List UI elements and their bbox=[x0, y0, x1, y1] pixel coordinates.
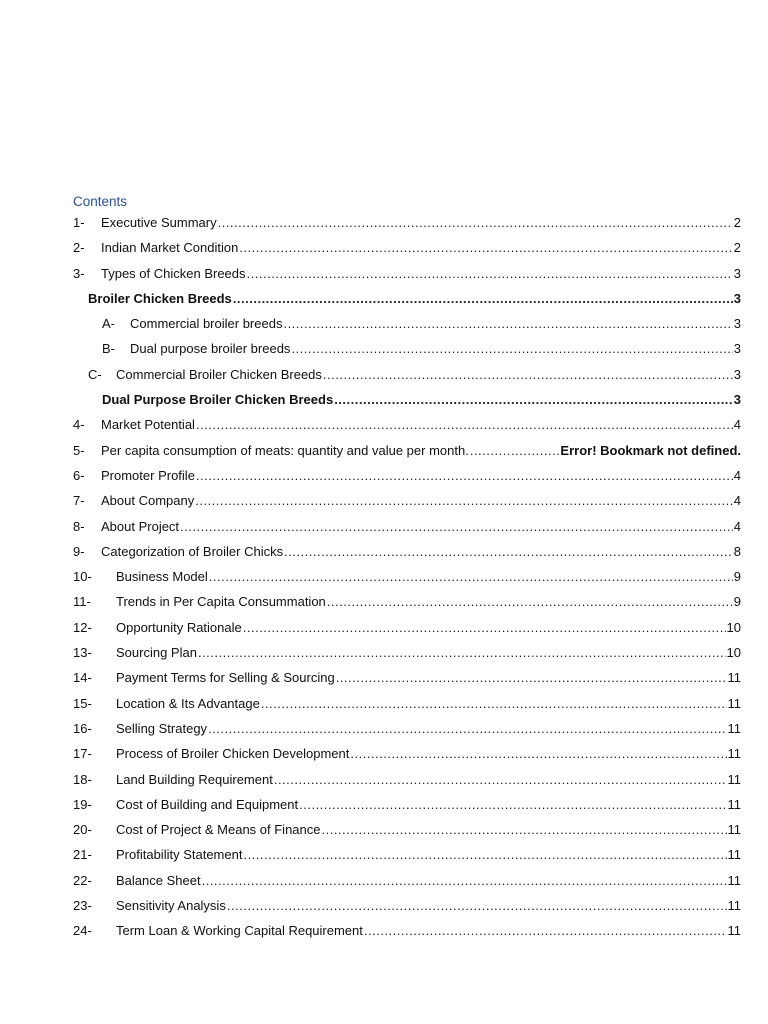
toc-entry-number: 5- bbox=[73, 442, 85, 458]
toc-entry-number: 14- bbox=[73, 670, 92, 686]
toc-page-number: 10 bbox=[726, 645, 741, 661]
toc-dot-leader bbox=[196, 466, 733, 486]
toc-entry[interactable] bbox=[73, 365, 741, 390]
toc-entry[interactable] bbox=[73, 618, 741, 643]
toc-page-number: 11 bbox=[727, 872, 741, 888]
toc-entry-title: Cost of Building and Equipment bbox=[116, 796, 299, 812]
toc-entry[interactable] bbox=[73, 542, 741, 567]
toc-dot-leader bbox=[195, 491, 733, 511]
toc-page-number: 4 bbox=[733, 417, 741, 433]
toc-entry-title: Land Building Requirement bbox=[116, 771, 273, 787]
toc-dot-leader bbox=[243, 845, 726, 865]
toc-dot-leader bbox=[334, 390, 733, 410]
toc-entry[interactable] bbox=[73, 719, 741, 744]
toc-entry-title: Commercial Broiler Chicken Breeds bbox=[116, 366, 322, 382]
toc-page-number: 3 bbox=[733, 290, 741, 306]
toc-entry-number: A- bbox=[102, 316, 115, 332]
toc-entry-number: 19- bbox=[73, 796, 92, 812]
toc-dot-leader bbox=[299, 795, 726, 815]
toc-entry[interactable] bbox=[73, 415, 741, 440]
toc-entry-title: Dual purpose broiler breeds bbox=[130, 341, 291, 357]
toc-entry[interactable] bbox=[73, 238, 741, 263]
toc-entry-title: Selling Strategy bbox=[116, 720, 208, 736]
toc-heading: Contents bbox=[73, 194, 128, 209]
toc-entry-title: Location & Its Advantage bbox=[116, 695, 260, 711]
toc-entry-title: Categorization of Broiler Chicks bbox=[101, 543, 284, 559]
toc-entry-number: 4- bbox=[73, 417, 85, 433]
toc-page-number: 10 bbox=[726, 619, 741, 635]
toc-entry-title: Executive Summary bbox=[101, 215, 217, 230]
toc-entry-title: Trends in Per Capita Consummation bbox=[116, 594, 326, 610]
toc-dot-leader bbox=[196, 415, 733, 435]
toc-entry[interactable] bbox=[73, 744, 741, 769]
toc-dot-leader bbox=[321, 820, 726, 840]
toc-entry-title: Broiler Chicken Breeds bbox=[88, 290, 232, 306]
toc-dot-leader bbox=[323, 365, 733, 385]
toc-entry-number: B- bbox=[102, 341, 115, 357]
toc-dot-leader bbox=[208, 719, 726, 739]
toc-page-number: 3 bbox=[733, 392, 741, 408]
toc-dot-leader bbox=[247, 264, 733, 284]
toc-page-number: 11 bbox=[727, 796, 741, 812]
toc-entry-number: 18- bbox=[73, 771, 92, 787]
toc-error-message: Error! Bookmark not defined. bbox=[560, 442, 741, 458]
toc-entry[interactable] bbox=[73, 264, 741, 289]
toc-dot-leader bbox=[274, 770, 727, 790]
toc-entry-title: Cost of Project & Means of Finance bbox=[116, 822, 321, 838]
toc-entry[interactable] bbox=[73, 567, 741, 592]
toc-dot-leader bbox=[233, 289, 733, 309]
toc-entry-title: Types of Chicken Breeds bbox=[101, 265, 246, 281]
toc-entry[interactable] bbox=[73, 770, 741, 795]
toc-entry[interactable] bbox=[73, 871, 741, 896]
toc-dot-leader bbox=[283, 314, 732, 334]
toc-dot-leader bbox=[327, 592, 733, 612]
toc-entry-number: 16- bbox=[73, 720, 92, 736]
toc-entry-title: About Company bbox=[101, 493, 195, 509]
toc-dot-leader bbox=[243, 618, 726, 638]
toc-entry-number: 20- bbox=[73, 822, 92, 838]
toc-dot-leader bbox=[350, 744, 726, 764]
toc-entry-title: Market Potential bbox=[101, 417, 195, 433]
toc-page-number: 11 bbox=[727, 695, 741, 711]
toc-page-number: 4 bbox=[733, 518, 741, 534]
toc-entry[interactable] bbox=[73, 289, 741, 314]
toc-entry-title: Indian Market Condition bbox=[101, 240, 239, 256]
toc-entry-title: Sourcing Plan bbox=[116, 645, 197, 661]
toc-entry-title: Dual Purpose Broiler Chicken Breeds bbox=[102, 392, 334, 408]
toc-page-number: 8 bbox=[733, 543, 741, 559]
toc-entry[interactable] bbox=[73, 592, 741, 617]
toc-dot-leader bbox=[209, 567, 733, 587]
toc-entry-title: About Project bbox=[101, 518, 180, 534]
toc-entry-title: Process of Broiler Chicken Development bbox=[116, 746, 350, 762]
toc-entry-number: C- bbox=[88, 366, 102, 382]
toc-entry[interactable] bbox=[73, 643, 741, 668]
toc-dot-leader bbox=[261, 694, 727, 714]
toc-entry-number: 10- bbox=[73, 569, 92, 585]
toc-dot-leader bbox=[336, 668, 727, 688]
toc-entry-title: Promoter Profile bbox=[101, 467, 195, 483]
toc-page-number: 4 bbox=[733, 467, 741, 483]
toc-entry-number: 12- bbox=[73, 619, 92, 635]
toc-entry-number: 2- bbox=[73, 240, 85, 256]
toc-entry-number: 17- bbox=[73, 746, 92, 762]
toc-entry-number: 24- bbox=[73, 923, 92, 939]
toc-entry-title: Per capita consumption of meats: quantity and value per month. bbox=[101, 442, 469, 458]
toc-entry[interactable] bbox=[73, 466, 741, 491]
toc-dot-leader bbox=[364, 921, 727, 941]
toc-page-number: 3 bbox=[733, 341, 741, 357]
toc-dot-leader bbox=[202, 871, 727, 891]
toc-dot-leader bbox=[180, 517, 733, 537]
toc-entry-number: 11- bbox=[73, 594, 91, 610]
toc-entry[interactable] bbox=[73, 441, 741, 466]
toc-entry[interactable] bbox=[73, 896, 741, 921]
toc-dot-leader bbox=[198, 643, 726, 663]
toc-entry[interactable] bbox=[73, 820, 741, 845]
toc-entry-number: 1- bbox=[73, 215, 85, 230]
toc-entry-title: Term Loan & Working Capital Requirement bbox=[116, 923, 363, 939]
toc-entry-number: 8- bbox=[73, 518, 85, 534]
toc-dot-leader bbox=[239, 238, 732, 258]
toc-entry-number: 21- bbox=[73, 847, 92, 863]
toc-page-number: 11 bbox=[727, 822, 741, 838]
toc-entry-number: 3- bbox=[73, 265, 85, 281]
toc-page-number: 9 bbox=[733, 569, 741, 585]
toc-entry[interactable] bbox=[73, 491, 741, 516]
toc-entry-title: Profitability Statement bbox=[116, 847, 243, 863]
toc-page-number: 3 bbox=[733, 265, 741, 281]
toc-page-number: 11 bbox=[727, 847, 741, 863]
toc-entry-number: 22- bbox=[73, 872, 92, 888]
toc-page-number: 4 bbox=[733, 493, 741, 509]
toc-entry[interactable] bbox=[73, 390, 741, 415]
toc-dot-leader bbox=[470, 441, 560, 461]
toc-entry-number: 7- bbox=[73, 493, 85, 509]
toc-entry[interactable] bbox=[73, 517, 741, 542]
toc-entry[interactable] bbox=[73, 845, 741, 870]
toc-entry-number: 23- bbox=[73, 898, 92, 914]
toc-page-number: 11 bbox=[727, 898, 741, 914]
toc-entry[interactable] bbox=[73, 668, 741, 693]
toc-dot-leader bbox=[284, 542, 733, 562]
toc-entry-number: 6- bbox=[73, 467, 85, 483]
toc-page-number: 3 bbox=[733, 316, 741, 332]
toc-page-number: 11 bbox=[727, 670, 741, 686]
toc-page-number: 2 bbox=[733, 240, 741, 256]
toc-entry-title: Balance Sheet bbox=[116, 872, 201, 888]
toc-dot-leader bbox=[218, 213, 733, 233]
toc-dot-leader bbox=[227, 896, 727, 916]
toc-page-number: 2 bbox=[733, 215, 741, 230]
toc-page-number: 11 bbox=[727, 771, 741, 787]
toc-entry-title: Opportunity Rationale bbox=[116, 619, 242, 635]
toc-entry-title: Payment Terms for Selling & Sourcing bbox=[116, 670, 335, 686]
table-of-contents bbox=[73, 213, 741, 947]
toc-entry-title: Sensitivity Analysis bbox=[116, 898, 226, 914]
toc-dot-leader bbox=[291, 339, 732, 359]
toc-page-number: 11 bbox=[727, 720, 741, 736]
toc-entry[interactable] bbox=[73, 213, 741, 238]
toc-entry-number: 9- bbox=[73, 543, 85, 559]
toc-page-number: 9 bbox=[733, 594, 741, 610]
toc-entry[interactable] bbox=[73, 694, 741, 719]
toc-entry[interactable] bbox=[73, 314, 741, 339]
toc-page-number: 3 bbox=[733, 366, 741, 382]
toc-entry[interactable] bbox=[73, 795, 741, 820]
toc-entry-number: 15- bbox=[73, 695, 92, 711]
toc-page-number: 11 bbox=[727, 923, 741, 939]
toc-entry-title: Commercial broiler breeds bbox=[130, 316, 283, 332]
toc-entry-number: 13- bbox=[73, 645, 92, 661]
toc-entry[interactable] bbox=[73, 921, 741, 946]
toc-entry-title: Business Model bbox=[116, 569, 208, 585]
toc-entry[interactable] bbox=[73, 339, 741, 364]
toc-page-number: 11 bbox=[727, 746, 741, 762]
